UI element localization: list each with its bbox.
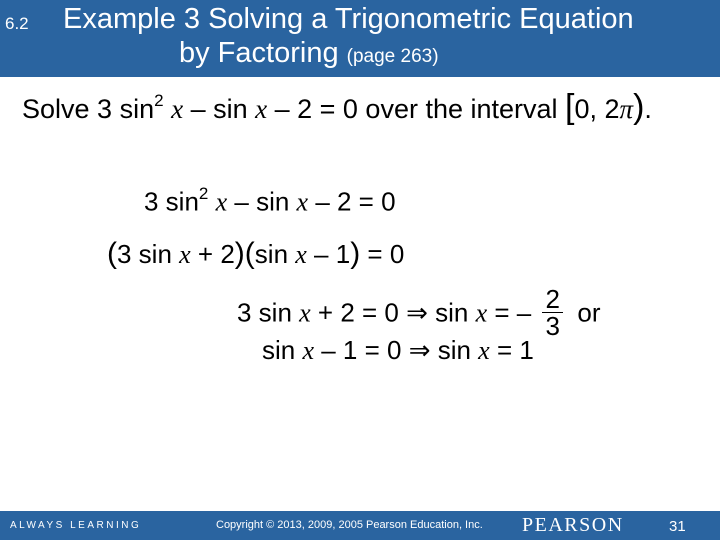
equation-step-1: 3 $\sin^2 x - \sin x - 2 = 0$ bbox=[144, 184, 396, 217]
interval: 0, 2π bbox=[574, 94, 634, 124]
footer-tagline: ALWAYS LEARNING bbox=[10, 520, 142, 531]
slide-footer bbox=[0, 511, 720, 540]
equation-step-4: sin x – 1 = 0 ⇒ sin x = 1 bbox=[262, 335, 534, 365]
page-number: 31 bbox=[669, 518, 686, 535]
equation-step-2: (3 sin x + 2)(sin x – 1) = 0 bbox=[107, 237, 405, 270]
section-number: 6.2 bbox=[5, 14, 29, 33]
fraction: $\frac{2}{3}$ bbox=[542, 286, 562, 339]
slide-title-line2: by Factoring bbox=[179, 37, 339, 69]
slide-title-continued bbox=[179, 37, 439, 70]
problem-statement: Solve 3 $\sin^2 x - \sin x - 2 = 0$ over the interval [0, 2π). bbox=[22, 88, 652, 126]
problem-middle: over the interval bbox=[365, 94, 566, 124]
problem-prefix: Solve bbox=[22, 94, 90, 124]
slide-title: Example 3 Solving a Trigonometric Equation bbox=[63, 3, 634, 35]
pearson-logo: PEARSON bbox=[522, 514, 624, 536]
equation-step-3: 3 sin x + 2 = 0 ⇒ sin x = – $\frac{2}{3}$ or bbox=[237, 284, 601, 341]
slide-header bbox=[0, 0, 720, 77]
copyright-text: Copyright © 2013, 2009, 2005 Pearson Education, Inc. bbox=[216, 519, 483, 531]
page-reference: (page 263) bbox=[346, 46, 439, 67]
